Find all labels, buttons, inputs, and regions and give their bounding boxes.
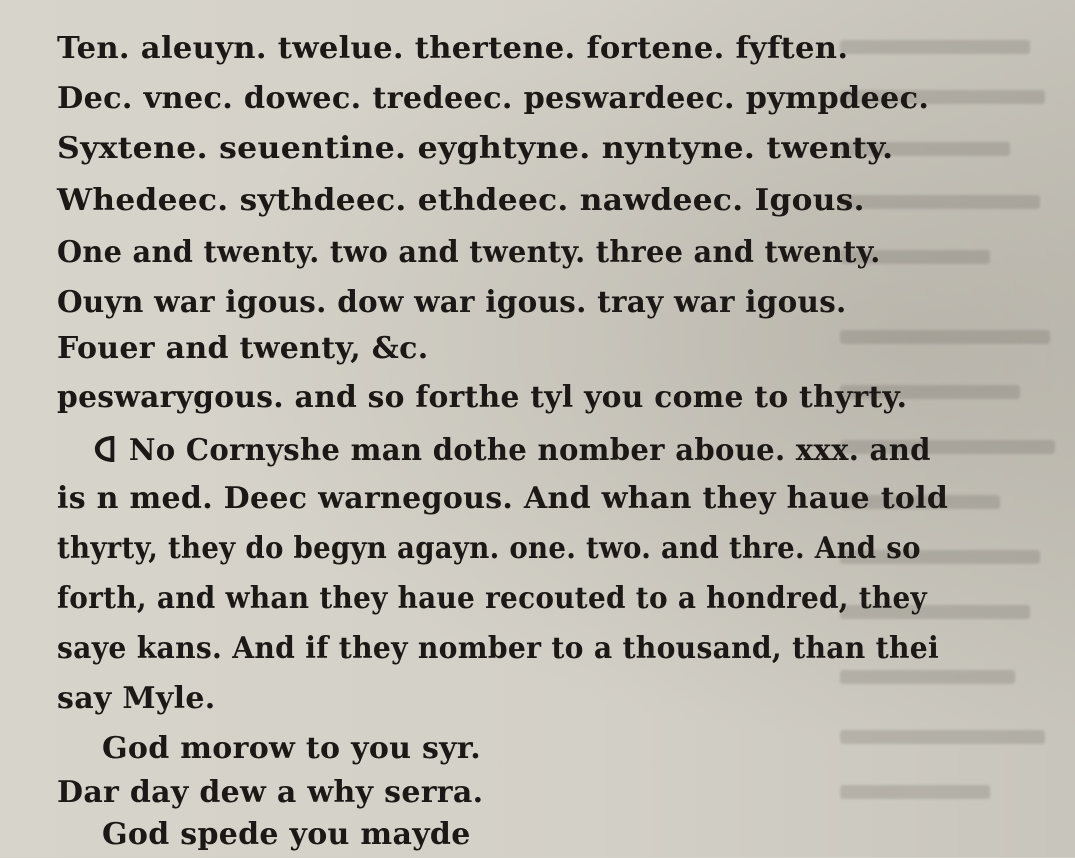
text-line: Ten. aleuyn. twelue. thertene. fortene. fyften.	[57, 31, 849, 66]
text-line: Whedeec. sythdeec. ethdeec. nawdeec. Igous.	[57, 183, 865, 218]
paragraph-start-line	[92, 428, 931, 474]
text-line: is n med. Deec warnegous. And whan they haue told	[57, 481, 949, 516]
text-line: Ouyn war igous. dow war igous. tray war igous.	[57, 285, 847, 320]
text-line: saye kans. And if they nomber to a thousand, than thei	[57, 631, 939, 666]
text-line: God morow to you syr.	[102, 731, 482, 766]
text-line: Dec. vnec. dowec. tredeec. peswardeec. pympdeec.	[57, 81, 930, 116]
text-line: No Cornyshe man dothe nomber aboue. xxx. and	[128, 433, 931, 468]
text-line: Dar day dew a why serra.	[57, 775, 484, 810]
text-line: peswarygous. and so forthe tyl you come to thyrty.	[57, 380, 908, 415]
text-line: One and twenty. two and twenty. three and twenty.	[57, 235, 881, 270]
text-line: say Myle.	[57, 681, 216, 716]
text-line: Fouer and twenty, &c.	[57, 331, 429, 366]
pilcrow-icon	[92, 434, 117, 464]
text-line: forth, and whan they haue recouted to a hondred, they	[57, 581, 928, 616]
text-line: God spede you mayde	[102, 817, 471, 852]
text-line: thyrty, they do begyn agayn. one. two. and thre. And so	[57, 531, 921, 566]
text-line: Syxtene. seuentine. eyghtyne. nyntyne. twenty.	[57, 131, 894, 166]
